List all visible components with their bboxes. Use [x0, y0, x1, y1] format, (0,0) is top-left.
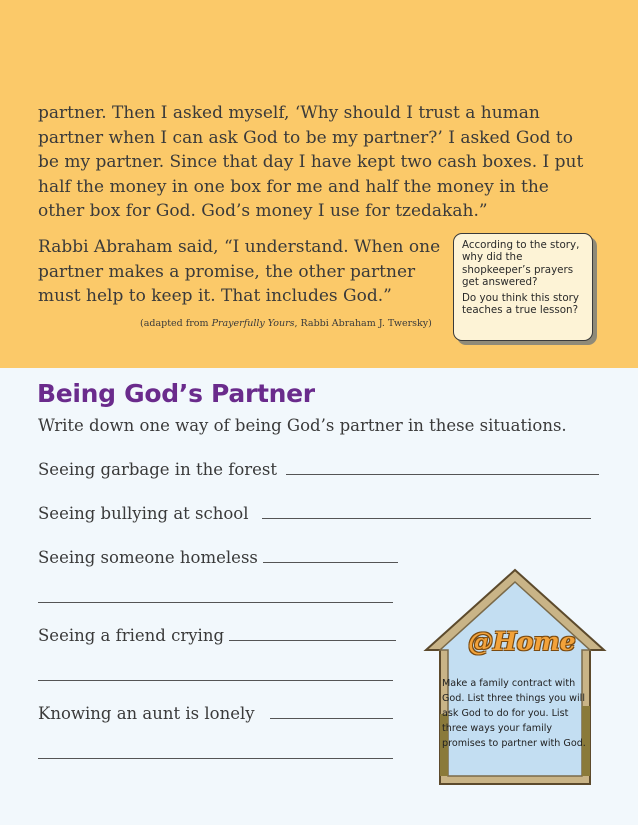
situation-friend-crying	[38, 626, 396, 645]
answer-blank[interactable]	[270, 704, 393, 719]
answer-blank[interactable]	[262, 504, 591, 519]
answer-blank-continued[interactable]	[38, 602, 393, 603]
situation-homeless	[38, 548, 398, 567]
question-1: According to the story, why did the shopkeeper’s prayers get answered?	[462, 239, 580, 288]
answer-blank[interactable]	[286, 460, 599, 475]
instructions: Write down one way of being God’s partner in these situations.	[38, 416, 567, 435]
answer-blank[interactable]	[263, 548, 398, 563]
situation-label: Seeing a friend crying	[38, 626, 225, 645]
answer-blank-continued[interactable]	[38, 680, 393, 681]
situation-garbage	[38, 460, 599, 479]
answer-blank[interactable]	[229, 626, 396, 641]
situation-bullying	[38, 504, 591, 523]
situation-label: Seeing bullying at school	[38, 504, 249, 523]
question-2: Do you think this story teaches a true lesson?	[462, 292, 579, 317]
section-heading: Being God’s Partner	[37, 379, 315, 408]
answer-blank-continued[interactable]	[38, 758, 393, 759]
situation-label: Seeing garbage in the forest	[38, 460, 278, 479]
discussion-question-box	[453, 233, 593, 341]
home-activity-text: Make a family contract with God. List three things you will ask God to do for you. List three ways your family promises to partner with God.	[442, 678, 586, 749]
situation-label: Knowing an aunt is lonely	[38, 704, 255, 723]
citation: (adapted from Prayerfully Yours, Rabbi Abraham J. Twersky)	[140, 318, 432, 329]
situation-lonely-aunt	[38, 704, 393, 723]
story-paragraph-2: Rabbi Abraham said, “I understand. When one partner makes a promise, the other partner must help to keep it. That includes God.”	[38, 237, 441, 306]
story-paragraph-1: partner. Then I asked myself, ‘Why should I trust a human partner when I can ask God to be my partner?’ I asked God to be my partner. Since that day I have kept two cash boxes. I put half the money in one box for me and half the money in the other box for God. God’s money I use for tzedakah.”	[38, 103, 584, 221]
home-logo: @Home	[468, 627, 576, 656]
citation-title: Prayerfully Yours	[211, 318, 295, 329]
situation-label: Seeing someone homeless	[38, 548, 258, 567]
